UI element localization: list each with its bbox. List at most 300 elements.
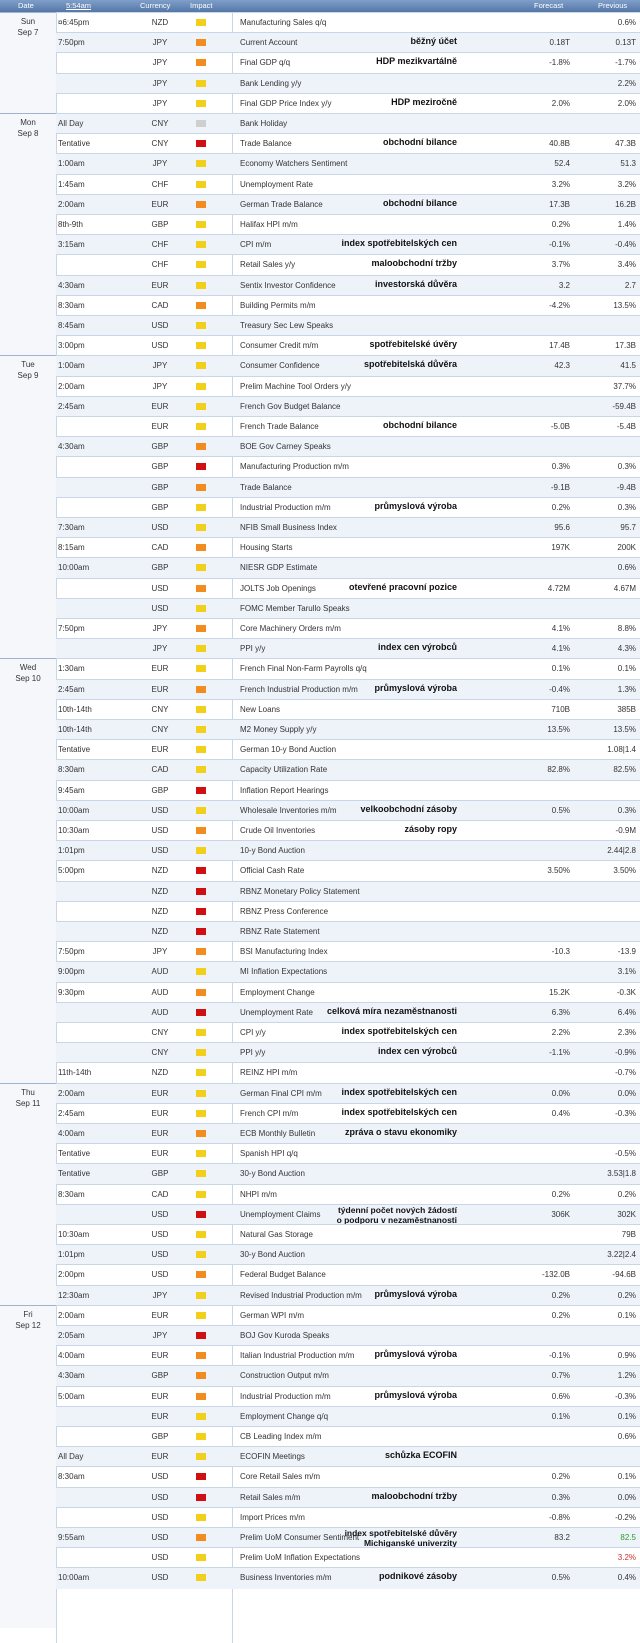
event-title[interactable]: German Trade Balance bbox=[240, 199, 323, 209]
event-title[interactable]: Wholesale Inventories m/m bbox=[240, 805, 337, 815]
event-title[interactable]: Industrial Production m/m bbox=[240, 502, 331, 512]
event-title[interactable]: Manufacturing Sales q/q bbox=[240, 18, 327, 27]
table-row[interactable] bbox=[0, 537, 640, 558]
table-row[interactable] bbox=[0, 598, 640, 619]
event-title[interactable]: RBNZ Rate Statement bbox=[240, 927, 320, 936]
impact-icon[interactable] bbox=[196, 1211, 206, 1218]
impact-icon[interactable] bbox=[196, 1393, 206, 1400]
event-previous: 17.3B bbox=[615, 341, 636, 351]
impact-icon[interactable] bbox=[196, 423, 206, 430]
header-time-link[interactable]: 5:54am bbox=[66, 1, 92, 10]
impact-icon[interactable] bbox=[196, 1352, 206, 1359]
table-row[interactable] bbox=[0, 860, 640, 881]
table-row[interactable] bbox=[0, 214, 640, 235]
event-forecast: -0.1% bbox=[549, 1351, 570, 1361]
czech-annotation: HDP mezikvartálně bbox=[376, 56, 457, 67]
table-row[interactable] bbox=[0, 335, 640, 356]
event-title[interactable]: Core Retail Sales m/m bbox=[240, 1472, 321, 1482]
event-title[interactable]: REINZ HPI m/m bbox=[240, 1068, 298, 1078]
impact-icon[interactable] bbox=[196, 928, 206, 935]
event-title[interactable]: Retail Sales y/y bbox=[240, 260, 296, 270]
impact-icon[interactable] bbox=[196, 1554, 206, 1561]
table-row[interactable] bbox=[0, 497, 640, 518]
event-title[interactable]: 10-y Bond Auction bbox=[240, 846, 305, 856]
czech-annotation: index spotřebitelské důvěry Michiganské univerzity bbox=[344, 1528, 457, 1548]
header-previous: Previous bbox=[598, 1, 628, 10]
table-row[interactable] bbox=[0, 315, 640, 336]
event-time: 2:45am bbox=[58, 401, 85, 411]
event-title[interactable]: Spanish HPI q/q bbox=[240, 1149, 298, 1159]
event-title[interactable]: ECB Monthly Bulletin bbox=[240, 1129, 316, 1138]
impact-icon[interactable] bbox=[196, 1029, 206, 1036]
impact-icon[interactable] bbox=[196, 1191, 206, 1198]
event-title[interactable]: 30-y Bond Auction bbox=[240, 1169, 305, 1179]
event-currency: USD bbox=[151, 1230, 169, 1239]
event-currency: NZD bbox=[151, 1068, 169, 1078]
event-title[interactable]: Manufacturing Production m/m bbox=[240, 462, 349, 472]
table-row[interactable] bbox=[0, 254, 640, 275]
table-row[interactable] bbox=[0, 1547, 640, 1568]
impact-icon[interactable] bbox=[196, 706, 206, 713]
event-title[interactable]: CPI m/m bbox=[240, 240, 272, 250]
event-title[interactable]: French CPI m/m bbox=[240, 1108, 299, 1118]
event-forecast: 17.4B bbox=[549, 341, 570, 351]
table-row[interactable] bbox=[0, 517, 640, 538]
impact-icon[interactable] bbox=[196, 160, 206, 167]
czech-annotation: podnikové zásoby bbox=[378, 1571, 457, 1582]
event-time: 2:00am bbox=[58, 1310, 85, 1320]
event-title[interactable]: Building Permits m/m bbox=[240, 300, 316, 310]
impact-icon[interactable] bbox=[196, 766, 206, 773]
event-previous: 4.67M bbox=[613, 583, 636, 593]
czech-annotation: průmyslová výroba bbox=[374, 1389, 457, 1400]
event-title[interactable]: NFIB Small Business Index bbox=[240, 523, 337, 532]
event-forecast: 710B bbox=[551, 704, 570, 714]
impact-icon[interactable] bbox=[196, 807, 206, 814]
event-previous: 0.2% bbox=[617, 1290, 636, 1300]
impact-icon[interactable] bbox=[196, 1069, 206, 1076]
event-previous: 3.53|1.8 bbox=[607, 1169, 636, 1179]
event-title[interactable]: Prelim UoM Inflation Expectations bbox=[240, 1553, 361, 1563]
event-previous: 6.4% bbox=[617, 1007, 636, 1017]
table-row[interactable] bbox=[0, 416, 640, 437]
event-previous: -59.4B bbox=[612, 401, 636, 411]
impact-icon[interactable] bbox=[196, 1292, 206, 1299]
table-row[interactable] bbox=[0, 1163, 640, 1184]
czech-annotation: velkoobchodní zásoby bbox=[360, 803, 457, 814]
event-title[interactable]: PPI y/y bbox=[240, 1048, 266, 1058]
impact-icon[interactable] bbox=[196, 1090, 206, 1097]
impact-icon[interactable] bbox=[196, 1332, 206, 1339]
impact-icon[interactable] bbox=[196, 463, 206, 470]
table-row[interactable] bbox=[0, 295, 640, 316]
impact-icon[interactable] bbox=[196, 39, 206, 46]
czech-annotation: index cen výrobců bbox=[377, 1046, 457, 1057]
event-title[interactable]: Industrial Production m/m bbox=[240, 1391, 331, 1401]
table-row[interactable] bbox=[0, 1143, 640, 1164]
event-title[interactable]: Italian Industrial Production m/m bbox=[240, 1351, 355, 1361]
event-title[interactable]: Construction Output m/m bbox=[240, 1371, 329, 1381]
impact-icon[interactable] bbox=[196, 1413, 206, 1420]
event-title[interactable]: German Final CPI m/m bbox=[240, 1088, 322, 1098]
impact-icon[interactable] bbox=[196, 261, 206, 268]
event-previous: 2.7 bbox=[624, 280, 636, 290]
event-time: 3:00pm bbox=[58, 341, 85, 351]
event-currency: JPY bbox=[152, 1331, 168, 1340]
table-row[interactable] bbox=[0, 1264, 640, 1285]
event-title[interactable]: Consumer Confidence bbox=[240, 361, 320, 371]
table-row[interactable] bbox=[0, 477, 640, 498]
table-row[interactable] bbox=[0, 1386, 640, 1407]
impact-icon[interactable] bbox=[196, 968, 206, 975]
event-title[interactable]: French Final Non-Farm Payrolls q/q bbox=[240, 664, 367, 674]
table-row[interactable] bbox=[0, 1244, 640, 1265]
impact-icon[interactable] bbox=[196, 1494, 206, 1501]
event-title[interactable]: Bank Holiday bbox=[240, 119, 288, 128]
impact-icon[interactable] bbox=[196, 241, 206, 248]
event-title[interactable]: JOLTS Job Openings bbox=[240, 583, 316, 593]
event-title[interactable]: French Industrial Production m/m bbox=[240, 684, 358, 694]
impact-icon[interactable] bbox=[196, 1130, 206, 1137]
event-previous: -9.4B bbox=[616, 482, 636, 492]
day-name: Fri bbox=[23, 1309, 33, 1319]
event-title[interactable]: MI Inflation Expectations bbox=[240, 967, 328, 977]
impact-icon[interactable] bbox=[196, 585, 206, 592]
table-row[interactable] bbox=[0, 1103, 640, 1124]
table-row[interactable] bbox=[0, 174, 640, 195]
event-title[interactable]: Retail Sales m/m bbox=[240, 1492, 301, 1502]
event-title[interactable]: NHPI m/m bbox=[240, 1189, 277, 1199]
event-forecast: 3.7% bbox=[551, 260, 570, 270]
table-row[interactable] bbox=[0, 820, 640, 841]
event-forecast: 13.5% bbox=[547, 725, 570, 734]
impact-icon[interactable] bbox=[196, 140, 206, 147]
impact-icon[interactable] bbox=[196, 1110, 206, 1117]
table-row[interactable] bbox=[0, 1002, 640, 1023]
event-title[interactable]: German WPI m/m bbox=[240, 1310, 305, 1320]
event-currency: CNY bbox=[151, 1028, 169, 1037]
event-previous: -0.7% bbox=[615, 1068, 636, 1078]
impact-icon[interactable] bbox=[196, 564, 206, 571]
event-title[interactable]: French Trade Balance bbox=[240, 422, 319, 431]
table-row[interactable] bbox=[0, 1184, 640, 1205]
event-title[interactable]: 30-y Bond Auction bbox=[240, 1250, 305, 1260]
event-title[interactable]: ECOFIN Meetings bbox=[240, 1452, 305, 1462]
event-currency: GBP bbox=[151, 1371, 169, 1381]
table-row[interactable] bbox=[0, 93, 640, 114]
event-title[interactable]: Capacity Utilization Rate bbox=[240, 765, 328, 775]
impact-icon[interactable] bbox=[196, 686, 206, 693]
impact-icon[interactable] bbox=[196, 1312, 206, 1319]
table-row[interactable] bbox=[0, 982, 640, 1003]
table-row[interactable] bbox=[0, 194, 640, 215]
event-title[interactable]: Trade Balance bbox=[240, 482, 292, 492]
event-currency: CNY bbox=[151, 139, 169, 149]
event-title[interactable]: BOE Gov Carney Speaks bbox=[240, 442, 331, 452]
event-title[interactable]: Prelim UoM Consumer Sentiment bbox=[240, 1533, 360, 1542]
event-currency: JPY bbox=[152, 644, 168, 654]
impact-icon[interactable] bbox=[196, 645, 206, 652]
table-row[interactable] bbox=[0, 456, 640, 477]
table-row[interactable] bbox=[0, 618, 640, 639]
event-previous: 0.1% bbox=[617, 664, 636, 674]
impact-icon[interactable] bbox=[196, 908, 206, 915]
table-row[interactable] bbox=[0, 921, 640, 942]
impact-icon[interactable] bbox=[196, 948, 206, 955]
impact-icon[interactable] bbox=[196, 201, 206, 208]
event-previous: -5.4B bbox=[616, 422, 636, 431]
impact-icon[interactable] bbox=[196, 342, 206, 349]
event-title[interactable]: Treasury Sec Lew Speaks bbox=[240, 321, 334, 330]
impact-icon[interactable] bbox=[196, 1514, 206, 1521]
impact-icon[interactable] bbox=[196, 504, 206, 511]
table-row[interactable] bbox=[0, 1285, 640, 1306]
event-title[interactable]: Inflation Report Hearings bbox=[240, 785, 329, 795]
impact-icon[interactable] bbox=[196, 726, 206, 733]
impact-icon[interactable] bbox=[196, 181, 206, 188]
table-row[interactable] bbox=[0, 52, 640, 73]
event-time: Tentative bbox=[58, 139, 91, 149]
event-time: 2:45am bbox=[58, 1108, 85, 1118]
table-row[interactable] bbox=[0, 800, 640, 821]
table-row[interactable] bbox=[0, 436, 640, 457]
event-previous: 0.6% bbox=[617, 563, 636, 573]
table-row[interactable] bbox=[0, 133, 640, 154]
impact-icon[interactable] bbox=[196, 1251, 206, 1258]
table-row[interactable] bbox=[0, 638, 640, 659]
impact-icon[interactable] bbox=[196, 1534, 206, 1541]
table-row[interactable] bbox=[0, 234, 640, 255]
table-row[interactable] bbox=[0, 376, 640, 397]
event-forecast: -4.2% bbox=[549, 300, 570, 310]
event-forecast: 0.2% bbox=[551, 502, 570, 512]
impact-icon[interactable] bbox=[196, 362, 206, 369]
event-currency: EUR bbox=[151, 1351, 169, 1361]
table-row[interactable] bbox=[0, 1062, 640, 1083]
table-row[interactable] bbox=[0, 1487, 640, 1508]
event-title[interactable]: Final GDP Price Index y/y bbox=[240, 98, 332, 108]
table-row[interactable] bbox=[0, 1426, 640, 1447]
day-cell bbox=[0, 658, 56, 1082]
table-row[interactable] bbox=[0, 739, 640, 760]
impact-icon[interactable] bbox=[196, 383, 206, 390]
impact-icon[interactable] bbox=[196, 282, 206, 289]
impact-icon[interactable] bbox=[196, 302, 206, 309]
event-time: 2:00am bbox=[58, 199, 85, 209]
table-row[interactable] bbox=[0, 1446, 640, 1467]
event-title[interactable]: Core Machinery Orders m/m bbox=[240, 624, 341, 633]
event-title[interactable]: Sentix Investor Confidence bbox=[240, 280, 336, 290]
event-title[interactable]: Unemployment Claims bbox=[240, 1209, 321, 1219]
event-time: Tentative bbox=[58, 745, 91, 755]
event-title[interactable]: PPI y/y bbox=[240, 644, 266, 654]
impact-icon[interactable] bbox=[196, 19, 206, 26]
table-row[interactable] bbox=[0, 355, 640, 376]
table-row[interactable] bbox=[0, 1022, 640, 1043]
event-currency: GBP bbox=[151, 785, 169, 795]
table-row[interactable] bbox=[0, 1406, 640, 1427]
impact-icon[interactable] bbox=[196, 989, 206, 996]
event-previous: 302K bbox=[617, 1209, 636, 1219]
table-row[interactable] bbox=[0, 557, 640, 578]
event-previous: -94.6B bbox=[612, 1270, 636, 1280]
table-row[interactable] bbox=[0, 275, 640, 296]
table-row[interactable] bbox=[0, 396, 640, 417]
event-title[interactable]: BSI Manufacturing Index bbox=[240, 947, 328, 957]
event-title[interactable]: Employment Change bbox=[240, 987, 315, 997]
table-row[interactable] bbox=[0, 12, 640, 33]
event-title[interactable]: New Loans bbox=[240, 704, 281, 714]
table-row[interactable] bbox=[0, 153, 640, 174]
event-title[interactable]: Housing Starts bbox=[240, 543, 293, 553]
event-title[interactable]: Employment Change q/q bbox=[240, 1411, 329, 1421]
event-title[interactable]: Prelim Machine Tool Orders y/y bbox=[240, 381, 351, 391]
event-forecast: 4.1% bbox=[551, 644, 570, 654]
table-row[interactable] bbox=[0, 1466, 640, 1487]
event-title[interactable]: Current Account bbox=[240, 38, 298, 48]
event-currency: USD bbox=[151, 1250, 169, 1260]
impact-icon[interactable] bbox=[196, 665, 206, 672]
table-row[interactable] bbox=[0, 941, 640, 962]
event-previous: 0.3% bbox=[617, 805, 636, 815]
event-title[interactable]: Revised Industrial Production m/m bbox=[240, 1290, 362, 1300]
event-title[interactable]: Business Inventories m/m bbox=[240, 1573, 332, 1583]
event-forecast: 4.1% bbox=[551, 624, 570, 633]
event-title[interactable]: Trade Balance bbox=[240, 139, 292, 149]
event-previous: 0.2% bbox=[617, 1189, 636, 1199]
event-title[interactable]: Natural Gas Storage bbox=[240, 1230, 313, 1239]
event-title[interactable]: French Gov Budget Balance bbox=[240, 401, 341, 411]
table-row[interactable] bbox=[0, 1507, 640, 1528]
impact-icon[interactable] bbox=[196, 524, 206, 531]
event-previous: 0.9% bbox=[617, 1351, 636, 1361]
event-title[interactable]: Halifax HPI m/m bbox=[240, 220, 298, 229]
impact-icon[interactable] bbox=[196, 888, 206, 895]
czech-annotation: index spotřebitelských cen bbox=[341, 1086, 457, 1097]
impact-icon[interactable] bbox=[196, 80, 206, 87]
event-title[interactable]: Unemployment Rate bbox=[240, 179, 313, 189]
event-title[interactable]: RBNZ Press Conference bbox=[240, 906, 329, 916]
table-row[interactable] bbox=[0, 1325, 640, 1346]
impact-icon[interactable] bbox=[196, 605, 206, 612]
table-row[interactable] bbox=[0, 113, 640, 134]
table-row[interactable] bbox=[0, 1567, 640, 1588]
event-title[interactable]: Unemployment Rate bbox=[240, 1007, 313, 1017]
impact-icon[interactable] bbox=[196, 120, 206, 127]
table-row[interactable] bbox=[0, 780, 640, 801]
impact-icon[interactable] bbox=[196, 847, 206, 854]
table-row[interactable] bbox=[0, 73, 640, 94]
impact-icon[interactable] bbox=[196, 443, 206, 450]
table-row[interactable] bbox=[0, 961, 640, 982]
table-row[interactable] bbox=[0, 1204, 640, 1225]
table-row[interactable] bbox=[0, 881, 640, 902]
event-title[interactable]: FOMC Member Tarullo Speaks bbox=[240, 603, 350, 613]
event-title[interactable]: Import Prices m/m bbox=[240, 1512, 305, 1522]
table-row[interactable] bbox=[0, 1305, 640, 1326]
impact-icon[interactable] bbox=[196, 1170, 206, 1177]
event-currency: GBP bbox=[151, 462, 169, 472]
impact-icon[interactable] bbox=[196, 827, 206, 834]
impact-icon[interactable] bbox=[196, 1433, 206, 1440]
event-title[interactable]: Bank Lending y/y bbox=[240, 78, 302, 88]
table-row[interactable] bbox=[0, 1224, 640, 1245]
event-title[interactable]: M2 Money Supply y/y bbox=[240, 725, 317, 734]
czech-annotation: průmyslová výroba bbox=[374, 682, 457, 693]
table-row[interactable] bbox=[0, 1345, 640, 1366]
table-row[interactable] bbox=[0, 679, 640, 700]
impact-icon[interactable] bbox=[196, 544, 206, 551]
table-row[interactable] bbox=[0, 1123, 640, 1144]
table-row[interactable] bbox=[0, 32, 640, 53]
day-date: Sep 11 bbox=[15, 1098, 41, 1108]
event-title[interactable]: Consumer Credit m/m bbox=[240, 341, 319, 351]
impact-icon[interactable] bbox=[196, 746, 206, 753]
table-row[interactable] bbox=[0, 658, 640, 679]
event-time: Tentative bbox=[58, 1149, 91, 1159]
impact-icon[interactable] bbox=[196, 100, 206, 107]
table-row[interactable] bbox=[0, 1527, 640, 1548]
table-row[interactable] bbox=[0, 719, 640, 740]
table-row[interactable] bbox=[0, 759, 640, 780]
table-row[interactable] bbox=[0, 578, 640, 599]
table-row[interactable] bbox=[0, 1365, 640, 1386]
impact-icon[interactable] bbox=[196, 484, 206, 491]
event-currency: CNY bbox=[151, 119, 169, 128]
impact-icon[interactable] bbox=[196, 322, 206, 329]
event-currency: GBP bbox=[151, 563, 169, 573]
event-title[interactable]: CB Leading Index m/m bbox=[240, 1432, 322, 1441]
impact-icon[interactable] bbox=[196, 625, 206, 632]
table-row[interactable] bbox=[0, 1042, 640, 1063]
event-title[interactable]: CPI y/y bbox=[240, 1028, 266, 1037]
event-title[interactable]: German 10-y Bond Auction bbox=[240, 745, 337, 755]
impact-icon[interactable] bbox=[196, 1271, 206, 1278]
event-title[interactable]: Economy Watchers Sentiment bbox=[240, 159, 348, 169]
event-title[interactable]: Federal Budget Balance bbox=[240, 1270, 326, 1280]
impact-icon[interactable] bbox=[196, 221, 206, 228]
impact-icon[interactable] bbox=[196, 1372, 206, 1379]
table-row[interactable] bbox=[0, 901, 640, 922]
impact-icon[interactable] bbox=[196, 1574, 206, 1581]
impact-icon[interactable] bbox=[196, 787, 206, 794]
impact-icon[interactable] bbox=[196, 403, 206, 410]
event-title[interactable]: Final GDP q/q bbox=[240, 58, 291, 68]
impact-icon[interactable] bbox=[196, 1009, 206, 1016]
impact-icon[interactable] bbox=[196, 59, 206, 66]
impact-icon[interactable] bbox=[196, 1231, 206, 1238]
impact-icon[interactable] bbox=[196, 867, 206, 874]
event-title[interactable]: BOJ Gov Kuroda Speaks bbox=[240, 1331, 330, 1340]
table-row[interactable] bbox=[0, 699, 640, 720]
event-time: 8:15am bbox=[58, 543, 85, 553]
event-title[interactable]: NIESR GDP Estimate bbox=[240, 563, 318, 573]
event-currency: USD bbox=[151, 1472, 169, 1482]
table-row[interactable] bbox=[0, 840, 640, 861]
table-row[interactable] bbox=[0, 1083, 640, 1104]
impact-icon[interactable] bbox=[196, 1150, 206, 1157]
event-title[interactable]: Crude Oil Inventories bbox=[240, 826, 316, 835]
event-title[interactable]: RBNZ Monetary Policy Statement bbox=[240, 886, 360, 896]
event-currency: GBP bbox=[151, 482, 169, 492]
impact-icon[interactable] bbox=[196, 1453, 206, 1460]
event-currency: USD bbox=[151, 1270, 169, 1280]
impact-icon[interactable] bbox=[196, 1049, 206, 1056]
impact-icon[interactable] bbox=[196, 1473, 206, 1480]
event-time: 4:30am bbox=[58, 442, 85, 452]
czech-annotation: spotřebitelské úvěry bbox=[369, 339, 457, 350]
event-title[interactable]: Official Cash Rate bbox=[240, 866, 305, 876]
